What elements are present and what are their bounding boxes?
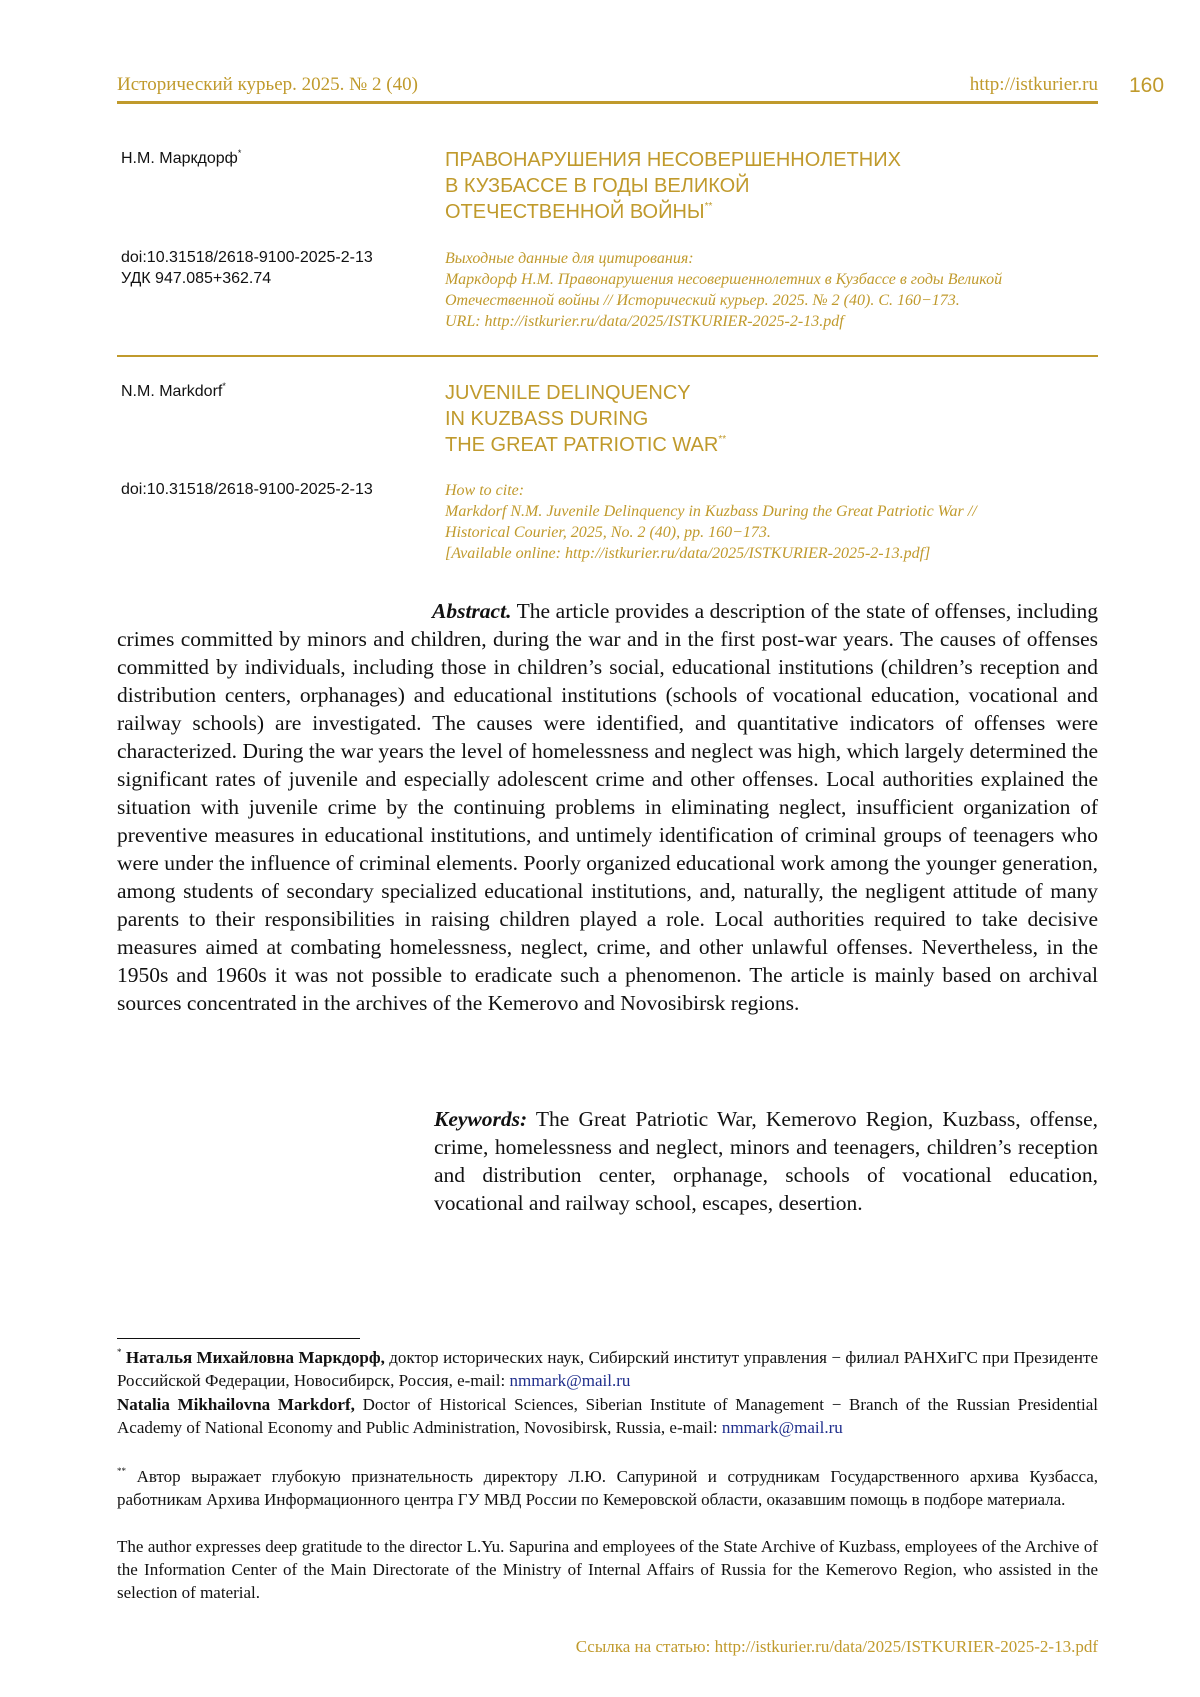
en-doi: doi:10.31518/2618-9100-2025-2-13 <box>121 479 373 500</box>
ru-cite-line: Маркдорф Н.М. Правонарушения несовершеннолетних в Кузбассе в годы Великой <box>445 269 1105 290</box>
ru-title-line: ПРАВОНАРУШЕНИЯ НЕСОВЕРШЕННОЛЕТНИХ <box>445 147 1095 173</box>
footnote-author-ru <box>117 1346 1098 1392</box>
author-email-link[interactable]: nmmark@mail.ru <box>722 1418 843 1437</box>
page-number: 160 <box>1129 74 1164 98</box>
article-link-footer[interactable]: Ссылка на статью: http://istkurier.ru/data/2025/ISTKURIER-2025-2-13.pdf <box>576 1637 1098 1657</box>
abstract-label: Abstract. <box>432 599 511 623</box>
en-title-line: THE GREAT PATRIOTIC WAR** <box>445 432 1095 458</box>
keywords <box>434 1105 1098 1217</box>
ru-title-line: В КУЗБАССЕ В ГОДЫ ВЕЛИКОЙ <box>445 173 1095 199</box>
en-citation <box>445 480 1105 564</box>
ru-article-title <box>445 147 1095 225</box>
ru-udk: УДК 947.085+362.74 <box>121 268 373 289</box>
en-cite-label: How to cite: <box>445 480 1105 501</box>
running-header <box>117 74 1098 104</box>
footnote-rule <box>117 1338 360 1339</box>
en-title-line: IN KUZBASS DURING <box>445 406 1095 432</box>
ru-citation <box>445 248 1105 332</box>
section-divider <box>117 355 1098 357</box>
author-email-link[interactable]: nmmark@mail.ru <box>509 1371 630 1390</box>
en-article-title <box>445 380 1095 458</box>
abstract <box>117 597 1098 1017</box>
en-cite-line: Historical Courier, 2025, No. 2 (40), pp. 160−173. <box>445 522 1105 543</box>
footnote-author-name-en: Natalia Mikhailovna Markdorf, <box>117 1395 355 1414</box>
header-rule <box>117 101 1098 104</box>
ru-author-footnote-mark: * <box>238 148 242 158</box>
en-author <box>121 381 226 402</box>
footnote-acknowledgement-ru <box>117 1465 1098 1511</box>
en-title-footnote-mark: ** <box>718 434 726 445</box>
footnote-author-name-ru: Наталья Михайловна Маркдорф, <box>126 1348 385 1367</box>
ru-title-line: ОТЕЧЕСТВЕННОЙ ВОЙНЫ** <box>445 199 1095 225</box>
keywords-text: The Great Patriotic War, Kemerovo Region, Kuzbass, offense, crime, homelessness and neglect, minors and teenagers, children’s reception and distribution center, orphanage, schools of vocational education, vocational and railway school, escapes, desertion. <box>434 1107 1098 1215</box>
ru-cite-line: Отечественной войны // Исторический курьер. 2025. № 2 (40). С. 160−173. <box>445 290 1105 311</box>
journal-title: Исторический курьер. 2025. № 2 (40) <box>117 74 418 96</box>
footnote-author-affiliation-en: Doctor of Historical Sciences, Siberian Institute of Management − Branch of the Russian Presidential Academy of National Economy and Public Administration, Novosibirsk, Russia, e-mail: <box>117 1395 1098 1437</box>
keywords-label: Keywords: <box>434 1107 527 1131</box>
journal-site-link[interactable]: http://istkurier.ru <box>970 74 1098 96</box>
acknowledgement-ru-text: Автор выражает глубокую признательность директору Л.Ю. Сапуриной и сотрудникам Государственного архива Кузбасса, работникам Архива Информационного центра ГУ МВД России по Кемеровской области, оказавшим помощь в подборе материала. <box>117 1467 1098 1509</box>
en-author-name: N.M. Markdorf <box>121 383 222 400</box>
ru-title-footnote-mark: ** <box>705 201 713 212</box>
ru-doi: doi:10.31518/2618-9100-2025-2-13 <box>121 247 373 268</box>
footnote-acknowledgement-en: The author expresses deep gratitude to the director L.Yu. Sapurina and employees of the State Archive of Kuzbass, employees of the Archive of the Information Center of the Main Directorate of the Ministry of Internal Affairs of Russia for the Kemerovo Region, who assisted in the selection of material. <box>117 1535 1098 1604</box>
ru-author <box>121 148 241 169</box>
abstract-text: The article provides a description of the state of offenses, including crimes committed by minors and children, during the war and in the first post-war years. The causes of offenses committed by individuals, including those in children’s social, educational institutions (children’s reception and distribution centers, orphanages) and educational institutions (schools of vocational education, vocational and railway schools) are investigated. The causes were identified, and quantitative indicators of offenses were characterized. During the war years the level of homelessness and neglect was high, which largely determined the significant rates of juvenile and especially adolescent crime and other offenses. Local authorities explained the situation with juvenile crime by the continuing problems in eliminating neglect, insufficient organization of preventive measures in educational institutions, and untimely identification of criminal groups of teenagers who were under the influence of criminal elements. Poorly organized educational work among the younger generation, among students of secondary specialized educational institutions, and, naturally, the negligent attitude of many parents to their responsibilities in raising children played a role. Local authorities required to take decisive measures aimed at combating homeless­ness, neglect, crime, and other unlawful offenses. Nevertheless, in the 1950s and 1960s it was not possible to eradicate such a phenomenon. The article is mainly based on archival sources concen­trated in the archives of the Kemerovo and Novosibirsk regions. <box>117 599 1098 1015</box>
ru-cite-label: Выходные данные для цитирования: <box>445 248 1105 269</box>
footnote-mark: ** <box>117 1466 126 1476</box>
ru-identifiers <box>121 247 373 289</box>
en-author-footnote-mark: * <box>222 381 226 391</box>
footnote-author-en <box>117 1393 1098 1439</box>
en-cite-url[interactable]: [Available online: http://istkurier.ru/data/2025/ISTKURIER-2025-2-13.pdf] <box>445 543 1105 564</box>
footnote-author-affiliation-ru: доктор исторических наук, Сибирский институт управления − филиал РАНХиГС при Президенте Российской Федерации, Новосибирск, Россия, e-mail: <box>117 1348 1098 1390</box>
ru-author-name: Н.М. Маркдорф <box>121 150 238 167</box>
footnote-mark: * <box>117 1347 122 1357</box>
en-cite-line: Markdorf N.M. Juvenile Delinquency in Kuzbass During the Great Patriotic War // <box>445 501 1105 522</box>
en-title-line: JUVENILE DELINQUENCY <box>445 380 1095 406</box>
ru-cite-url[interactable]: URL: http://istkurier.ru/data/2025/ISTKURIER-2025-2-13.pdf <box>445 311 1105 332</box>
